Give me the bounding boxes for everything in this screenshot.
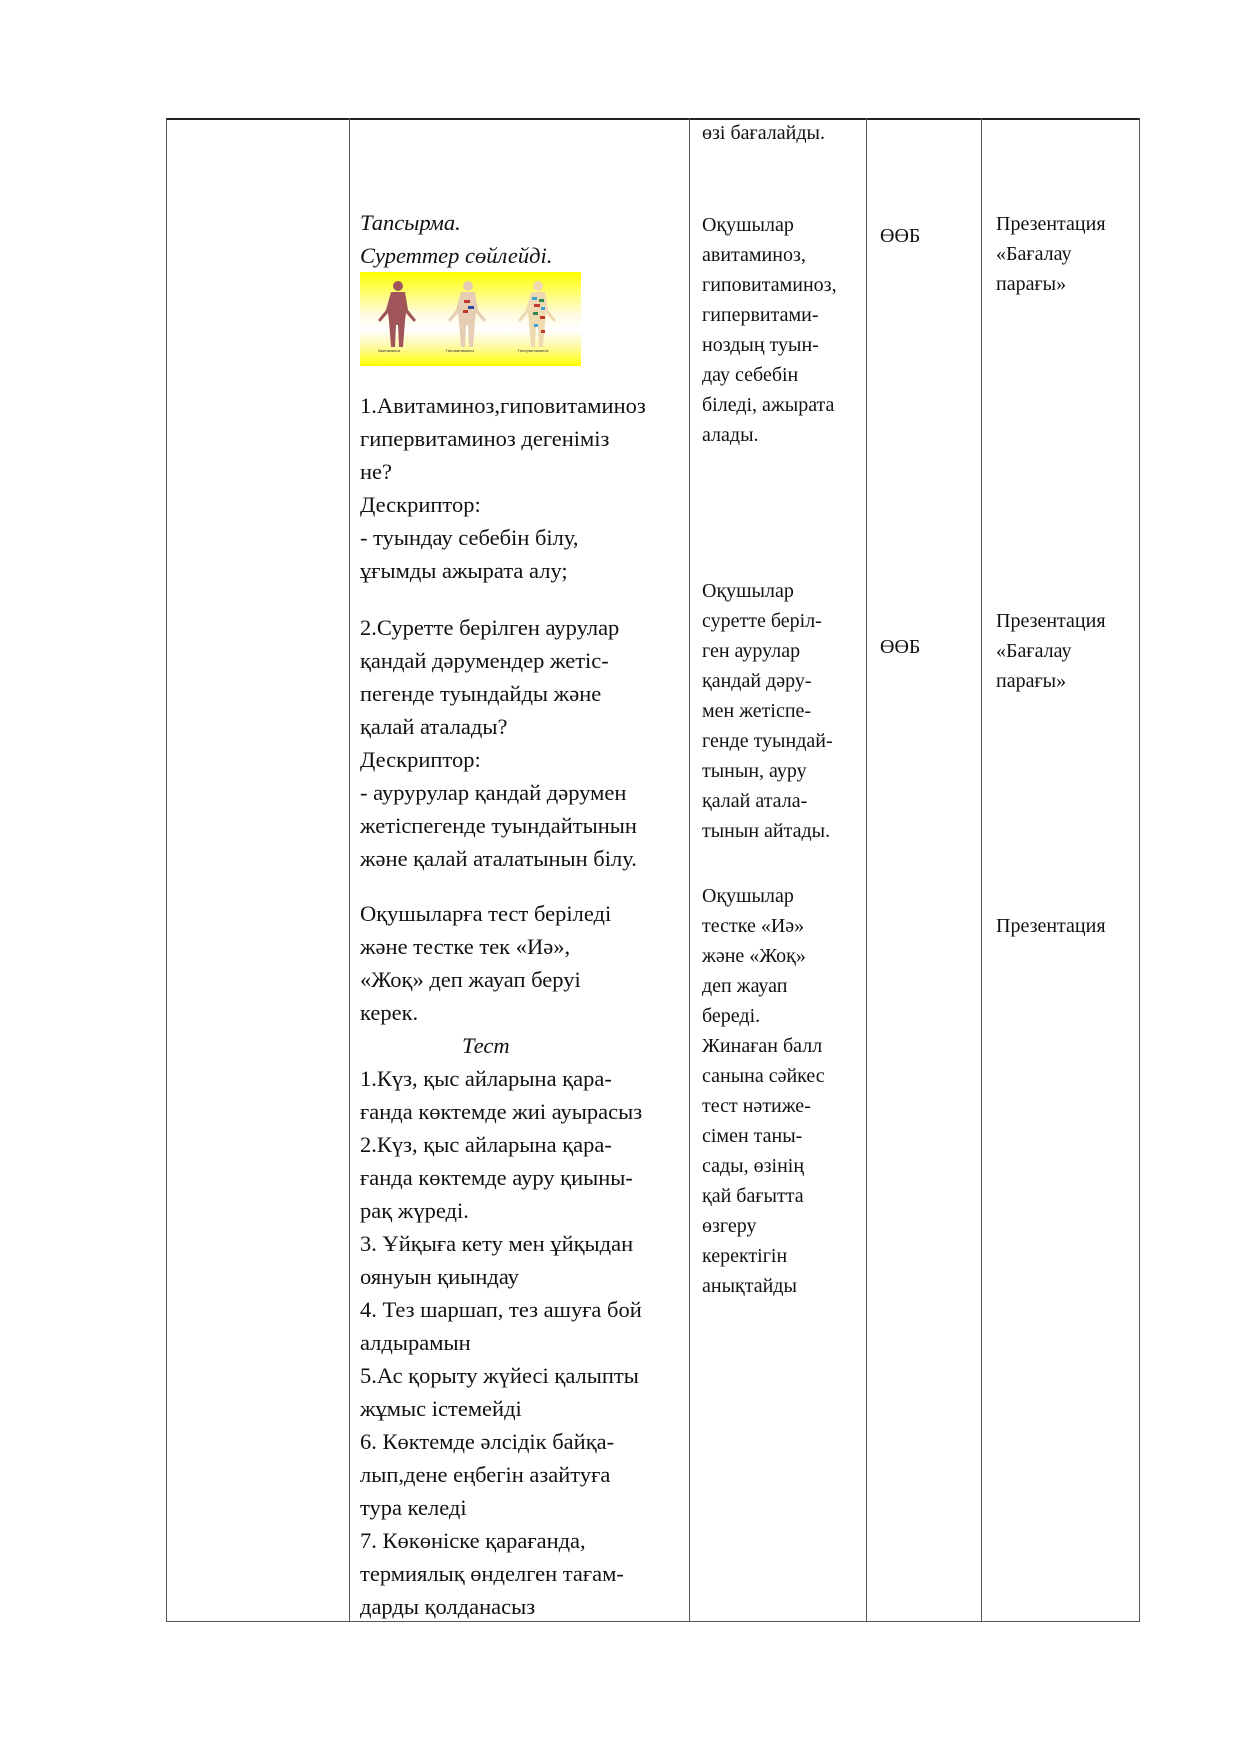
body-figure-hypovitaminosis (448, 281, 486, 347)
lesson-plan-table (166, 118, 1140, 1622)
text-line: алады. (702, 424, 759, 446)
text-line: қандай дәру- (702, 670, 812, 692)
test-title: Тест (462, 1033, 510, 1058)
assessment-type-1: ӨӨБ (880, 225, 921, 247)
text-line: өзгеру (702, 1215, 757, 1237)
picture-caption: Гипервитаминоз (518, 348, 549, 353)
test-item: ғанда көктемде ауру қиыны- (360, 1165, 633, 1190)
text-line: және тестке тек «Иә», (360, 934, 571, 959)
text-line: жетіспегенде туындайтынын (360, 813, 637, 838)
text-line: не? (360, 459, 393, 484)
task-heading (360, 206, 552, 272)
column-divider (866, 118, 867, 1622)
text-line: 2.Суретте берілген аурулар (360, 615, 620, 640)
text-line: парағы» (996, 273, 1067, 295)
text-line: тынын, ауру (702, 760, 807, 782)
text-line: қалай аталады? (360, 714, 508, 739)
text-line: тынын айтады. (702, 820, 831, 842)
text-line: пегенде туындайды және (360, 681, 602, 706)
test-item: 7. Көкөніске қарағанда, (360, 1528, 586, 1553)
text-line: қай бағытта (702, 1185, 804, 1207)
text-line: қандай дәрумендер жетіс- (360, 648, 609, 673)
text-line: генде туындай- (702, 730, 833, 752)
test-item: 1.Күз, қыс айларына қара- (360, 1066, 612, 1091)
test-items (360, 1062, 642, 1623)
text-line: Презентация (996, 213, 1106, 235)
descriptor-label: Дескриптор: (360, 747, 481, 772)
text-line: «Бағалау (996, 640, 1072, 662)
text-line: және «Жоқ» (702, 945, 806, 967)
test-item: оянуын қиындау (360, 1264, 519, 1289)
text-line: «Жоқ» деп жауап беруі (360, 967, 581, 992)
text-line: анықтайды (702, 1275, 797, 1297)
text-line: керектігін (702, 1245, 788, 1267)
text-line: береді. (702, 1005, 761, 1027)
text-line: гиповитаминоз, (702, 274, 837, 296)
test-item: 5.Ас қорыту жүйесі қалыпты (360, 1363, 639, 1388)
test-item: термиялық өнделген тағам- (360, 1561, 624, 1586)
learning-outcome-3 (702, 881, 825, 1301)
text-line: сады, өзінің (702, 1155, 805, 1177)
text-line: ген аурулар (702, 640, 801, 662)
picture-caption: Гиповитаминоз (446, 348, 475, 353)
picture-caption: Авитаминоз (378, 348, 401, 353)
descriptor-label: Дескриптор: (360, 492, 481, 517)
learning-outcome-1 (702, 210, 837, 450)
column-divider (981, 118, 982, 1622)
text-line: мен жетіспе- (702, 700, 812, 722)
text-line: және қалай аталатынын білу. (360, 846, 637, 871)
text-line: «Бағалау (996, 243, 1072, 265)
resource-2 (996, 606, 1106, 696)
test-item: жұмыс істемейді (360, 1396, 522, 1421)
vitamin-deficiency-picture (360, 272, 581, 366)
text-line: Оқушылар (702, 214, 794, 236)
body-figure-hypervitaminosis (518, 281, 556, 347)
question-2 (360, 611, 637, 875)
text-line: сімен таны- (702, 1125, 803, 1147)
task-title: Тапсырма. (360, 210, 461, 235)
text-line: - аурурулар қандай дәрумен (360, 780, 627, 805)
test-item: 2.Күз, қыс айларына қара- (360, 1132, 612, 1157)
question-1 (360, 389, 646, 587)
text-line: дау себебін (702, 364, 799, 386)
text-line: авитаминоз, (702, 244, 806, 266)
learning-outcome-2 (702, 576, 833, 846)
text-line: Оқушыларға тест беріледі (360, 901, 612, 926)
text-line: тест нәтиже- (702, 1095, 811, 1117)
test-item: рақ жүреді. (360, 1198, 469, 1223)
text-line: ұғымды ажырата алу; (360, 558, 568, 583)
text-line: суретте берiл- (702, 610, 822, 632)
text-line: керек. (360, 1000, 419, 1025)
text-line: тестке «Иә» (702, 915, 805, 937)
resource-1 (996, 209, 1106, 299)
text-line: Презентация (996, 610, 1106, 632)
column-divider (349, 118, 350, 1622)
test-item: алдырамын (360, 1330, 471, 1355)
test-item: тура келеді (360, 1495, 467, 1520)
text-line: парағы» (996, 670, 1067, 692)
resource-3: Презентация (996, 915, 1106, 937)
assessment-type-2: ӨӨБ (880, 636, 921, 658)
test-item: лып,дене еңбегін азайтуға (360, 1462, 611, 1487)
column-divider (689, 118, 690, 1622)
text-line: - туындау себебін білу, (360, 525, 579, 550)
text-line: ноздың туын- (702, 334, 819, 356)
test-intro (360, 897, 611, 1029)
text-line: Оқушылар (702, 885, 794, 907)
test-item: 4. Тез шаршап, тез ашуға бой (360, 1297, 642, 1322)
text-line: гипервитаминоз дегеніміз (360, 426, 610, 451)
test-item: ғанда көктемде жиі ауырасыз (360, 1099, 643, 1124)
test-item: 3. Ұйқыға кету мен ұйқыдан (360, 1231, 634, 1256)
text-line: Оқушылар (702, 580, 794, 602)
text-line: санына сәйкес (702, 1065, 825, 1087)
self-assessment-note: өзі бағалайды. (702, 122, 825, 144)
test-item: 6. Көктемде әлсідік байқа- (360, 1429, 615, 1454)
text-line: гипервитами- (702, 304, 819, 326)
text-line: деп жауап (702, 975, 788, 997)
test-item: дарды қолданасыз (360, 1594, 536, 1619)
text-line: біледі, ажырата (702, 394, 835, 416)
task-subtitle: Суреттер сөйлейді. (360, 243, 553, 268)
text-line: Жинаған балл (702, 1035, 823, 1057)
text-line: қалай атала- (702, 790, 808, 812)
body-figure-avitaminosis (378, 281, 416, 347)
text-line: 1.Авитаминоз,гиповитаминоз (360, 393, 646, 418)
